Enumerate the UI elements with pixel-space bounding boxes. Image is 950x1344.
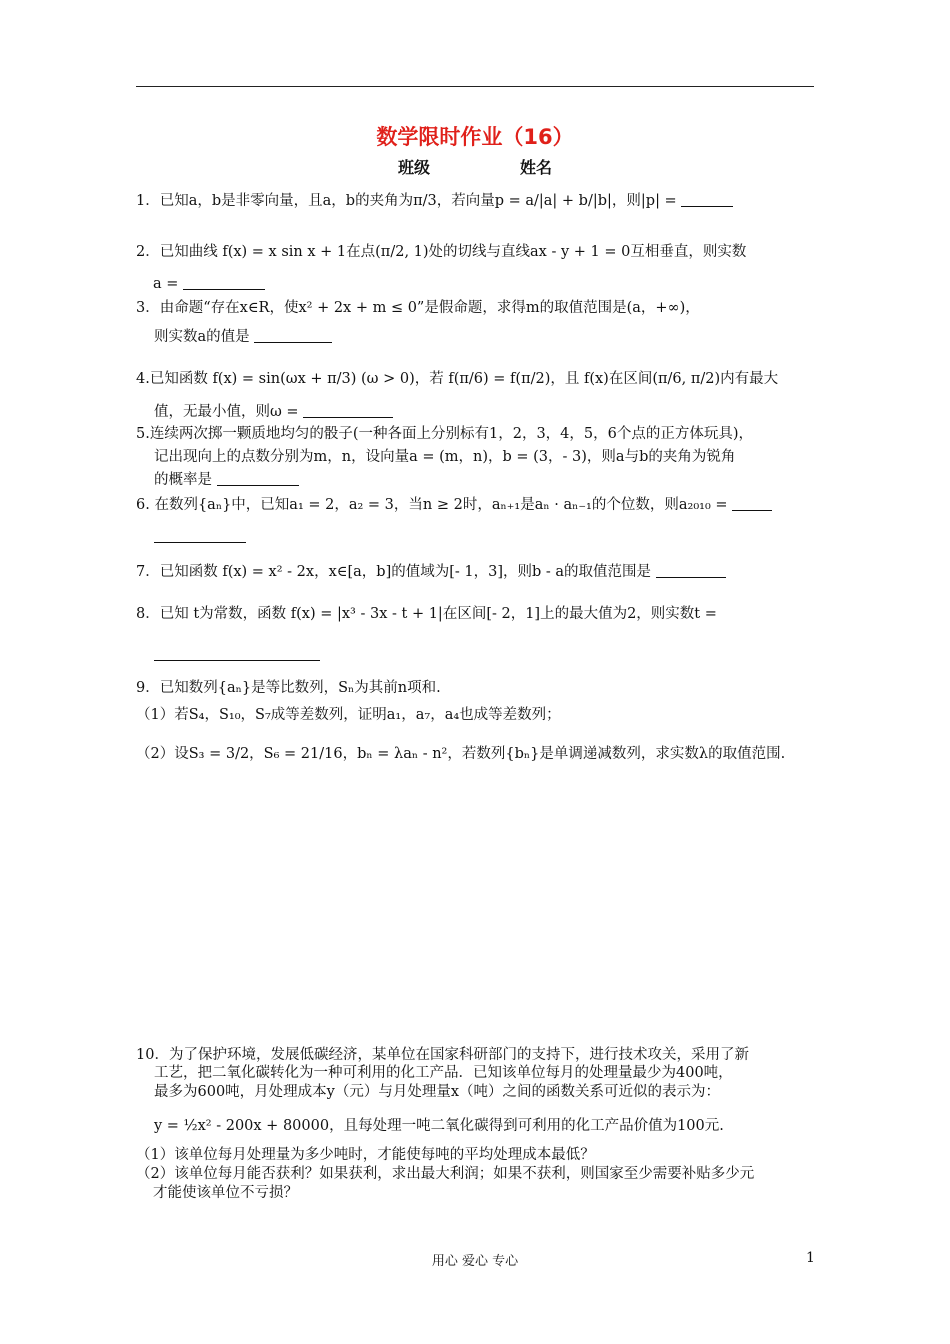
question-6-cont — [154, 527, 834, 547]
question-5-cont-2 — [154, 470, 834, 490]
question-9-part-2 — [136, 744, 816, 764]
answer-blank[interactable] — [254, 328, 332, 343]
question-10-part-2-text: （2）该单位每月能否获利？如果获利，求出最大利润；如果不获利，则国家至少需要补贴多少元 — [136, 1166, 755, 1182]
question-10-formula — [154, 1116, 834, 1136]
question-3-text: 3．由命题“存在x∈R，使x² + 2x + m ≤ 0”是假命题，求得m的取值范围是(a，+∞)， — [136, 300, 700, 316]
question-10-text: 10．为了保护环境，发展低碳经济，某单位在国家科研部门的支持下，进行技术攻关，采用了新 — [136, 1047, 749, 1063]
question-9 — [136, 678, 816, 698]
page-title: 数学限时作业（16） — [376, 125, 574, 149]
question-6 — [136, 495, 816, 515]
question-10-part-1-text: （1）该单位每月处理量为多少吨时，才能使每吨的平均处理成本最低？ — [136, 1147, 595, 1163]
answer-blank[interactable] — [217, 471, 299, 486]
answer-blank[interactable] — [732, 496, 772, 511]
question-10-text-4: y = ½x² - 200x + 80000，且每处理一吨二氧化碳得到可利用的化工产品价值为100元. — [154, 1118, 724, 1134]
name-label: 姓名 — [520, 158, 553, 177]
question-4-answer-label: 值，无最小值，则ω = — [154, 404, 299, 420]
answer-blank[interactable] — [183, 275, 265, 290]
question-8 — [136, 604, 816, 624]
question-9-part-2-text: （2）设S₃ = 3/2，S₆ = 21/16，bₙ = λaₙ - n²，若数列{bₙ}是单调递减数列，求实数λ的取值范围. — [136, 746, 786, 762]
header-rule — [136, 86, 814, 87]
question-9-part-1-text: （1）若S₄，S₁₀，S₇成等差数列，证明a₁，a₇，a₄也成等差数列； — [136, 707, 561, 723]
answer-blank[interactable] — [681, 192, 733, 207]
question-4 — [136, 369, 816, 389]
question-2-cont — [153, 274, 833, 294]
question-8-text: 8．已知 t为常数，函数 f(x) = |x³ - 3x - t + 1|在区间[- 2，1]上的最大值为2，则实数t = — [136, 606, 717, 622]
question-10-part-2-cont — [153, 1183, 833, 1203]
question-10-cont — [154, 1063, 834, 1083]
question-5-cont — [154, 447, 834, 467]
answer-blank[interactable] — [154, 646, 320, 661]
answer-blank[interactable] — [656, 563, 726, 578]
class-label: 班级 — [398, 158, 431, 177]
question-10-cont-2 — [154, 1082, 834, 1102]
question-8-cont — [154, 645, 834, 665]
question-3-answer-label: 则实数a的值是 — [154, 329, 250, 345]
answer-blank[interactable] — [303, 403, 393, 418]
page-footer: 用心 爱心 专心 — [431, 1254, 519, 1269]
question-5-answer-label: 的概率是 — [154, 472, 212, 488]
answer-blank[interactable] — [154, 528, 246, 543]
page-number: 1 — [806, 1250, 815, 1266]
question-3-cont — [154, 327, 834, 347]
question-2 — [136, 242, 816, 262]
question-10-part-2 — [136, 1164, 816, 1184]
question-10 — [136, 1045, 816, 1065]
question-10-part-2-text-2: 才能使该单位不亏损？ — [153, 1185, 298, 1201]
question-7 — [136, 562, 816, 582]
question-4-text: 4.已知函数 f(x) = sin(ωx + π/3) (ω > 0)，若 f(π/6) = f(π/2)，且 f(x)在区间(π/6, π/2)内有最大 — [136, 371, 779, 387]
question-7-text: 7．已知函数 f(x) = x² - 2x，x∈[a，b]的值域为[- 1，3]，则b - a的取值范围是 — [136, 564, 652, 580]
question-5-text: 5.连续两次掷一颗质地均匀的骰子(一种各面上分别标有1，2，3，4，5，6个点的正方体玩具)， — [136, 426, 753, 442]
question-6-text: 6. 在数列{aₙ}中，已知a₁ = 2，a₂ = 3，当n ≥ 2时，aₙ₊₁是aₙ · aₙ₋₁的个位数，则a₂₀₁₀ = — [136, 497, 728, 513]
question-1-text: 1．已知a，b是非零向量，且a，b的夹角为π/3，若向量p = a/|a| + b/|b|，则|p| = — [136, 193, 677, 209]
question-5-text-2: 记出现向上的点数分别为m，n，设向量a = (m，n)，b = (3，- 3)，则a与b的夹角为锐角 — [154, 449, 736, 465]
question-3 — [136, 298, 816, 318]
question-10-part-1 — [136, 1145, 816, 1165]
question-5 — [136, 424, 816, 444]
question-4-cont — [154, 402, 834, 422]
question-9-text: 9．已知数列{aₙ}是等比数列，Sₙ为其前n项和. — [136, 680, 441, 696]
question-2-answer-label: a = — [153, 276, 179, 292]
question-10-text-2: 工艺，把二氧化碳转化为一种可利用的化工产品．已知该单位每月的处理量最少为400吨， — [154, 1065, 733, 1081]
question-2-text: 2．已知曲线 f(x) = x sin x + 1在点(π/2, 1)处的切线与直线ax - y + 1 = 0互相垂直，则实数 — [136, 244, 747, 260]
question-1 — [136, 191, 816, 211]
question-9-part-1 — [136, 705, 816, 725]
question-10-text-3: 最多为600吨，月处理成本y（元）与月处理量x（吨）之间的函数关系可近似的表示为： — [154, 1084, 721, 1100]
